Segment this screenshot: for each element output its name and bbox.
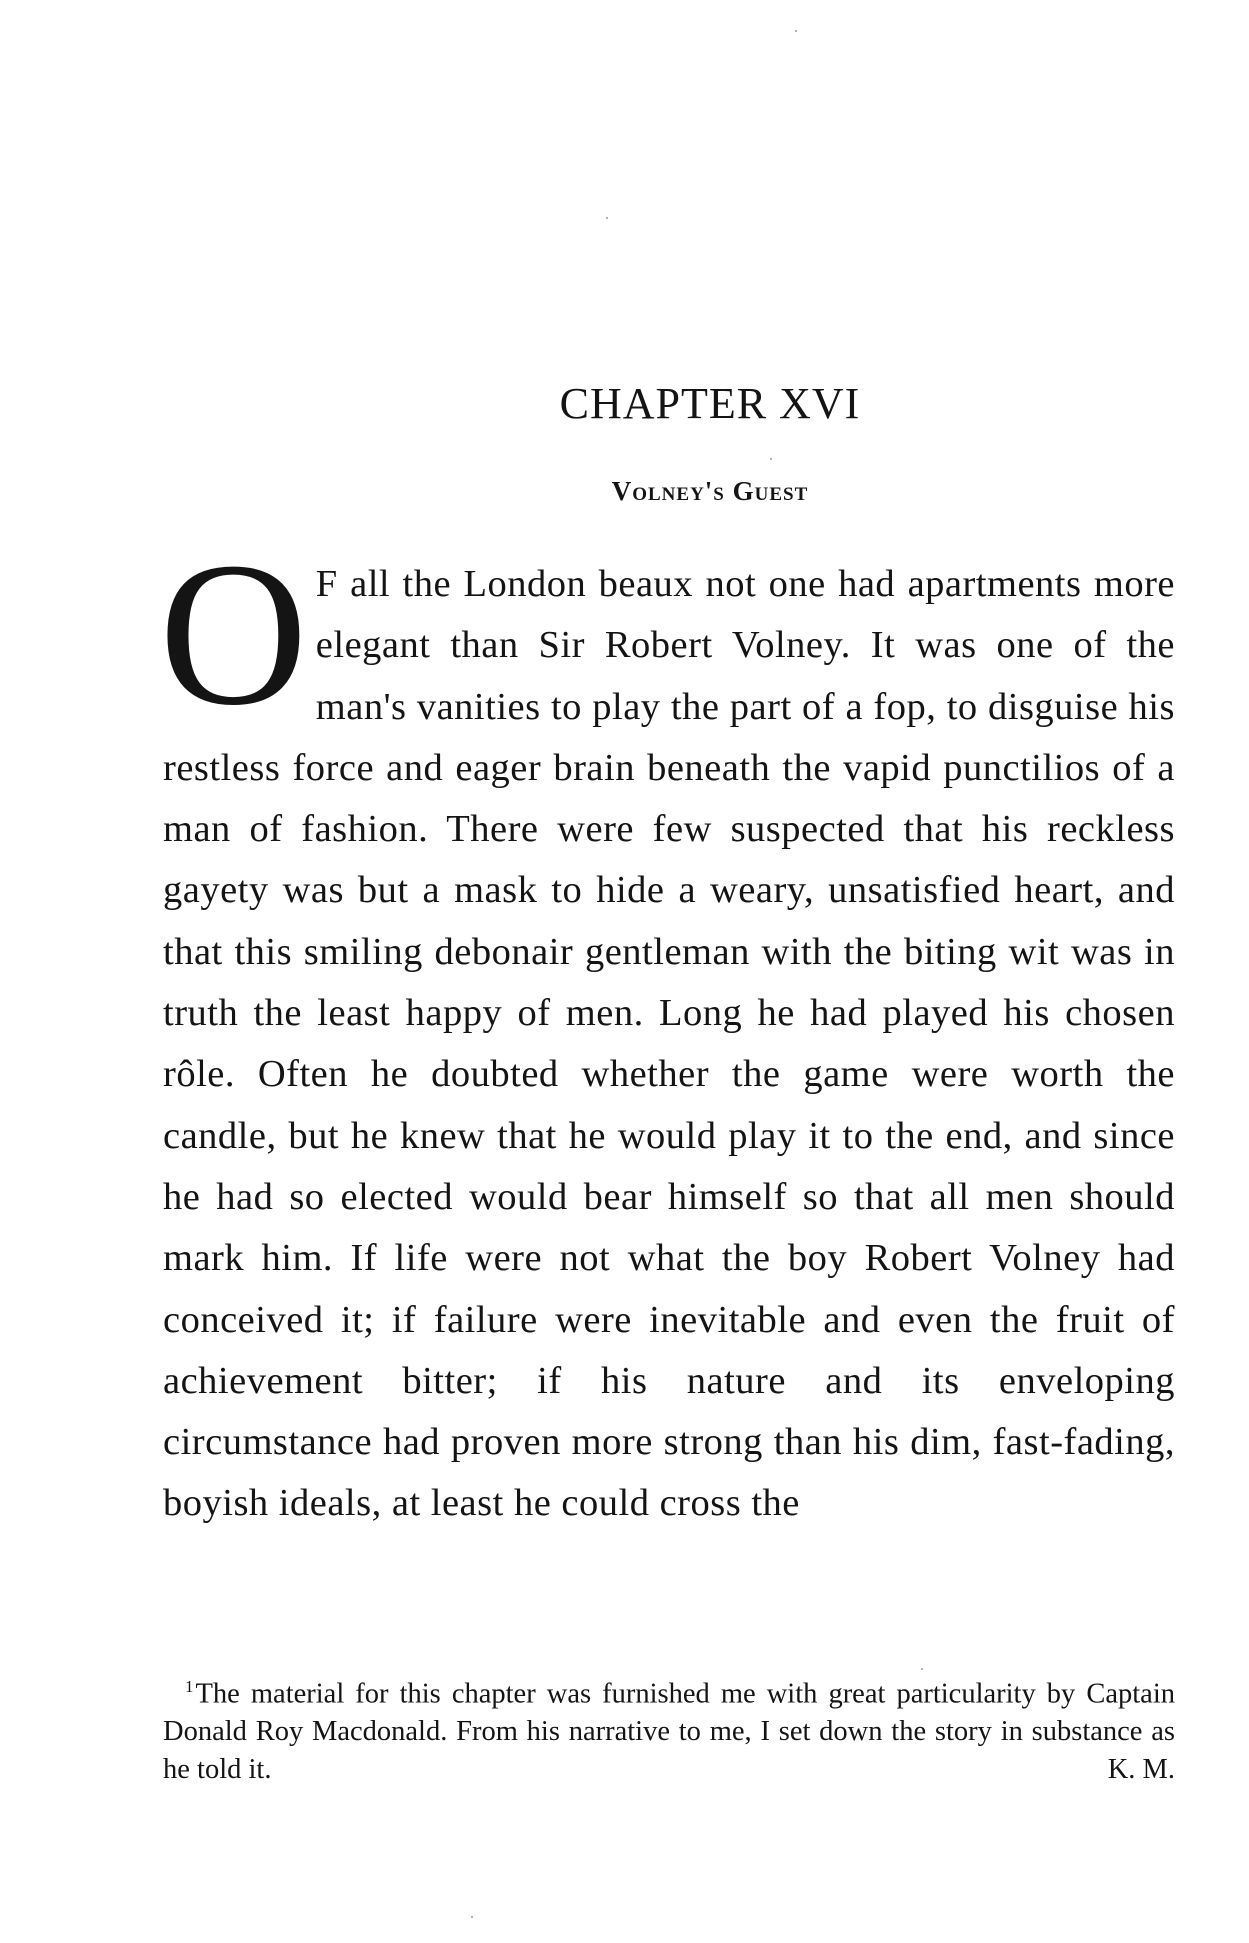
scan-speck	[795, 30, 797, 32]
footnote-signature: K. M.	[1107, 1753, 1175, 1785]
chapter-title: CHAPTER XVI	[559, 379, 861, 428]
chapter-body	[159, 519, 1175, 1535]
chapter-subtitle: Volney's Guest	[611, 476, 809, 506]
footnote	[163, 1668, 1175, 1788]
footnote-marker: 1	[185, 1677, 194, 1696]
scan-speck	[921, 1668, 923, 1670]
scan-speck	[606, 217, 608, 219]
footnote-text: The material for this chapter was furnished me with great particularity by Captain Donald Roy Macdonald. From his narrative to me, I set down the story in substance as he told it.	[163, 1678, 1175, 1785]
scan-speck	[471, 1916, 473, 1918]
scan-speck	[770, 458, 772, 460]
drop-cap: O	[159, 519, 308, 748]
body-paragraph: F all the London beaux not one had apartments more elegant than Sir Robert Volney. It was one of the man's vanities to play the part of a fop, to disguise his restless force and eager brain beneath the vapid punctilios of a man of fashion. There were few suspected that his reckless gayety was but a mask to hide a weary, unsatisfied heart, and that this smiling debonair gentleman with the biting wit was in truth the least happy of men. Long he had played his chosen rôle. Often he doubted whether the game were worth the candle, but he knew that he would play it to the end, and since he had so elected would bear himself so that all men should mark him. If life were not what the boy Robert Volney had conceived it; if failure were inevitable and even the fruit of achievement bitter; if his nature and its enveloping circumstance had proven more strong than his dim, fast-fading, boyish ideals, at least he could cross the	[163, 563, 1175, 1525]
